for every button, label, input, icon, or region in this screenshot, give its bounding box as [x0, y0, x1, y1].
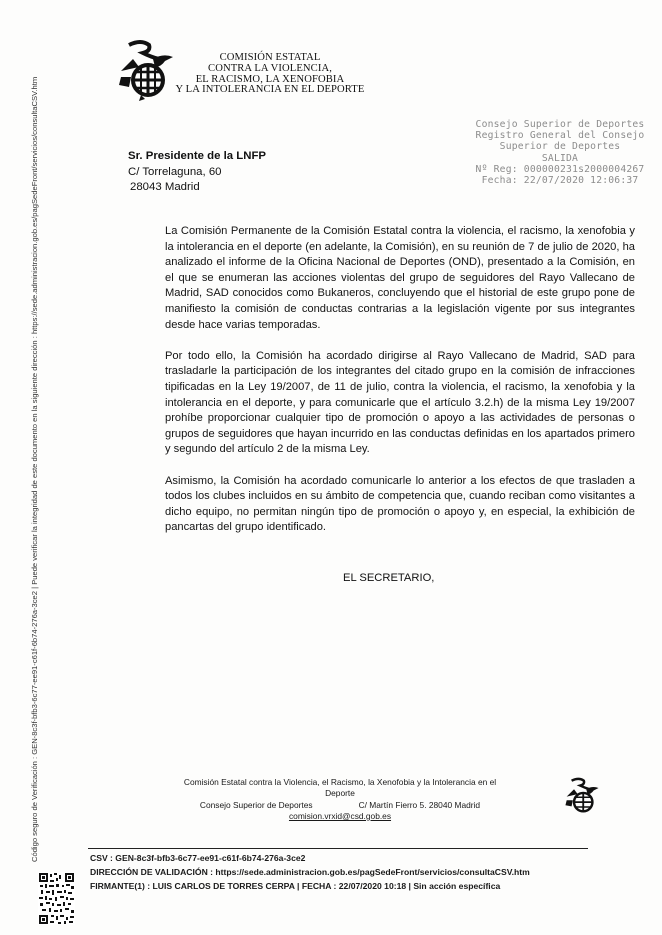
org-title-line: EL RACISMO, LA XENOFOBIA — [195, 73, 345, 85]
footer-divider — [88, 848, 588, 849]
org-title-line: COMISIÓN ESTATAL — [219, 52, 321, 63]
csv-code: CSV : GEN-8c3f-bfb3-6c77-ee91-c61f-6b74-276a-3ce2 — [90, 853, 306, 863]
stamp-line: SALIDA — [541, 152, 579, 164]
stamp-date: Fecha: 22/07/2020 12:06:37 — [481, 175, 639, 187]
stamp-line: Consejo Superior de Deportes — [475, 119, 645, 130]
registry-stamp — [462, 119, 658, 186]
recipient-name: Sr. Presidente de la LNFP — [128, 150, 266, 162]
organization-title — [170, 53, 370, 96]
commission-emblem-icon — [115, 37, 177, 103]
stamp-line: Superior de Deportes — [499, 141, 621, 153]
signer-info: FIRMANTE(1) : LUIS CARLOS DE TORRES CERPA | FECHA : 22/07/2020 10:18 | Sin acción específica — [90, 880, 501, 891]
body-paragraph: La Comisión Permanente de la Comisión Estatal contra la violencia, el racismo, la xenofobia y la intolerancia en el deporte (en adelante, la Comisión), en su reunión de 7 de julio de 2020, ha analizado el informe de la Oficina Nacional de Deportes (OND), presentado a la Comisión, en el que se enumeran las acciones violentas del grupo de seguidores del Rayo Vallecano de Madrid, SAD conocidos como Bukaneros, concluyendo que el historial de este grupo pone de manifiesto la comisión de conductas contrarias a la legislación vigente por sus integrantes desde hace varias temporadas. — [165, 225, 635, 331]
footer-email-link[interactable]: comision.vrxid@csd.gob.es — [288, 810, 392, 821]
org-title-line: Y LA INTOLERANCIA EN EL DEPORTE — [175, 84, 365, 96]
validation-url[interactable]: DIRECCIÓN DE VALIDACIÓN : https://sede.administracion.gob.es/pagSedeFront/servicios/consultaCSV.htm — [90, 866, 530, 877]
footer-org-name: Comisión Estatal contra la Violencia, el Racismo, la Xenofobia y la Intolerancia en el Deporte — [183, 777, 497, 799]
verification-block — [90, 852, 530, 893]
body-paragraph: Asimismo, la Comisión ha acordado comunicarle lo anterior a los efectos de que trasladen a todos los clubes incluidos en su ámbito de competencia que, cuando reciban como visitantes a dicho equipo, no permitan ningún tipo de promoción o apoyo y, en especial, la exhibición de pancartas del grupo identificado. — [165, 474, 635, 534]
recipient-city: 28043 Madrid — [130, 181, 200, 193]
side-verification-text: Código seguro de Verificación : GEN-8c3f-bfb3-6c77-ee91-c61f-6b74-276a-3ce2 | Puede verificar la integridad de este documento en la siguiente dirección : https://sede.administracion.gob.es/pagSedeFront/servicios/consultaCSV.htm — [30, 76, 39, 862]
letter-body — [165, 224, 635, 551]
recipient-address — [128, 149, 266, 196]
footer-organization — [170, 777, 510, 822]
footer-council: Consejo Superior de Deportes — [199, 799, 313, 810]
recipient-street: C/ Torrelaguna, 60 — [128, 165, 222, 178]
footer-address: C/ Martín Fierro 5. 28040 Madrid — [358, 799, 481, 810]
signature-title: EL SECRETARIO, — [343, 572, 435, 584]
org-title-line: CONTRA LA VIOLENCIA, — [208, 62, 332, 74]
commission-emblem-icon — [563, 775, 601, 817]
body-paragraph: Por todo ello, la Comisión ha acordado dirigirse al Rayo Vallecano de Madrid, SAD para trasladarle la participación de los integrantes del citado grupo en la comisión de infracciones tipificadas en la Ley 19/2007, de 11 de julio, contra la violencia, el racismo, la xenofobia y la intolerancia en el deporte, y para comunicarle que el artículo 3.2.h) de la misma Ley 19/2007 prohíbe proporcionar cualquier tipo de promoción o apoyo a las actividades de personas o grupos de seguidores que hayan incurrido en las conductas definidas en los apartados primero y segundo del artículo 2 de la misma Ley. — [165, 349, 635, 456]
qr-code-icon[interactable] — [38, 872, 75, 925]
stamp-line: Registro General del Consejo — [475, 130, 645, 142]
stamp-registry-number: Nº Reg: 000000231s2000004267 — [475, 163, 645, 175]
